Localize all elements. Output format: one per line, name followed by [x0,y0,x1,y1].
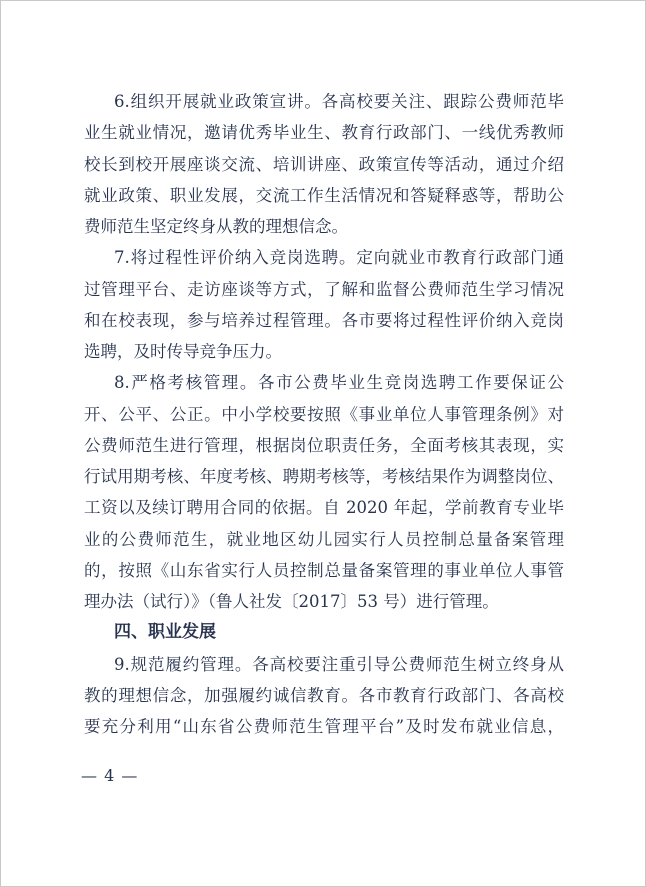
paragraph [84,86,564,242]
text-line: 业生就业情况，邀请优秀毕业生、教育行政部门、一线优秀教师 [84,123,564,143]
text-line: 就业政策、职业发展，交流工作生活情况和答疑释惑等，帮助公 [84,185,564,205]
paragraph [84,649,564,743]
text-line: 工资以及续订聘用合同的依据。自 2020 年起，学前教育专业毕 [84,498,564,518]
text-line: 过管理平台、走访座谈等方式，了解和监督公费师范生学习情况 [84,279,564,299]
text-line: 公费师范生进行管理，根据岗位职责任务，全面考核其表现，实 [84,435,564,455]
page-number: — 4 — [81,766,139,785]
text-line: 和在校表现，参与培养过程管理。各市要将过程性评价纳入竞岗 [84,310,564,330]
text-line: 四、职业发展 [114,622,216,643]
text-line: 6.组织开展就业政策宣讲。各高校要关注、跟踪公费师范毕 [114,92,564,111]
text-line: 要充分利用“山东省公费师范生管理平台”及时发布就业信息， [84,717,564,736]
text-line: 教的理想信念，加强履约诚信教育。各市教育行政部门、各高校 [84,685,564,705]
text-line: 8.严格考核管理。各市公费毕业生竞岗选聘工作要保证公 [114,373,564,393]
text-line: 校长到校开展座谈交流、培训讲座、政策宣传等活动，通过介绍 [84,154,564,174]
text-line: 的，按照《山东省实行人员控制总量备案管理的事业单位人事管 [84,560,564,580]
text-line: 业的公费师范生，就业地区幼儿园实行人员控制总量备案管理 [84,529,564,549]
paragraph [84,367,564,617]
text-line: 9.规范履约管理。各高校要注重引导公费师范生树立终身从 [114,654,564,674]
text-line: 理办法（试行）》（鲁人社发〔2017〕53 号）进行管理。 [84,592,499,611]
text-line: 开、公平、公正。中小学校要按照《事业单位人事管理条例》对 [84,404,564,424]
text-line: 选聘，及时传导竞争压力。 [84,342,282,361]
text-line: 行试用期考核、年度考核、聘期考核等，考核结果作为调整岗位、 [84,467,564,486]
text-line: 7.将过程性评价纳入竞岗选聘。定向就业市教育行政部门通 [114,248,564,268]
paragraph [84,242,564,367]
document-body [84,86,564,742]
text-line: 费师范生坚定终身从教的理想信念。 [84,217,348,236]
section-heading [84,617,564,648]
